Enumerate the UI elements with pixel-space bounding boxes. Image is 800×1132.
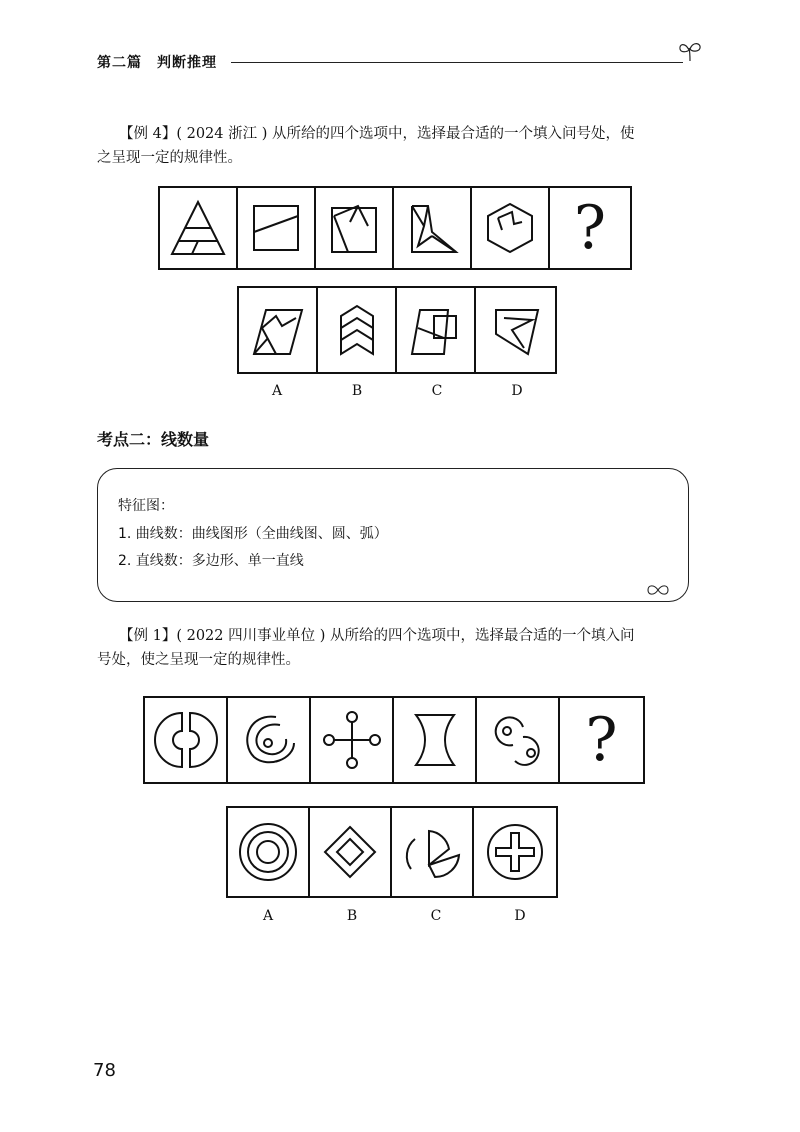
page-header xyxy=(97,44,697,74)
example1-option-c[interactable] xyxy=(392,808,474,896)
header-rule xyxy=(231,62,683,63)
example1-option-b[interactable] xyxy=(310,808,392,896)
example1-question-strip xyxy=(143,696,645,784)
example1-figure-4 xyxy=(394,698,477,782)
example1-options-strip xyxy=(226,806,558,898)
example4-figure-1 xyxy=(160,188,238,268)
option-label-a: A xyxy=(262,908,274,924)
feature-item-2: 2. 直线数：多边形、单一直线 xyxy=(118,553,304,569)
example1-option-labels xyxy=(226,908,562,924)
option-b-figure xyxy=(325,298,389,362)
example4-option-a[interactable] xyxy=(239,288,318,372)
example1-option-a[interactable] xyxy=(228,808,310,896)
option-a-figure xyxy=(246,298,310,362)
option-label-d: D xyxy=(511,383,523,399)
header-title: 第二篇 判断推理 xyxy=(97,55,217,71)
example4-option-d[interactable] xyxy=(476,288,555,372)
example4-question-cell xyxy=(550,188,630,268)
example4-option-b[interactable] xyxy=(318,288,397,372)
example1-option-d[interactable] xyxy=(474,808,556,896)
example1-figure-2 xyxy=(228,698,311,782)
example4-figure-2 xyxy=(238,188,316,268)
option-label-c: C xyxy=(430,908,442,924)
split-circle-figure xyxy=(153,707,219,773)
option-label-d: D xyxy=(514,908,526,924)
feature-box xyxy=(97,468,689,602)
option-label-b: B xyxy=(346,908,358,924)
feature-item-1: 1. 曲线数：曲线图形（全曲线图、圆、弧） xyxy=(118,526,388,542)
page-number: 78 xyxy=(93,1060,116,1081)
boot-shape-figure xyxy=(400,196,464,260)
leaf-icon xyxy=(646,583,670,597)
section-title: 考点二：线数量 xyxy=(97,430,210,449)
example4-figure-3 xyxy=(316,188,394,268)
concave-shape-figure xyxy=(402,707,468,773)
example4-figure-4 xyxy=(394,188,472,268)
feature-box-title: 特征图： xyxy=(118,498,174,514)
example4-question xyxy=(97,122,697,170)
question-mark: ? xyxy=(573,193,607,263)
concentric-circles-figure xyxy=(235,819,301,885)
spiral-curves-figure xyxy=(236,707,302,773)
example4-option-labels xyxy=(237,383,557,399)
arcs-figure xyxy=(485,707,551,773)
triangle-figure xyxy=(166,196,230,260)
example1-figure-5 xyxy=(477,698,560,782)
option-d-figure xyxy=(484,298,548,362)
square-folded-figure xyxy=(322,196,386,260)
option-c-figure xyxy=(404,298,468,362)
question-mark: ? xyxy=(585,705,618,775)
square-diagonal-figure xyxy=(244,196,308,260)
circle-cross-figure xyxy=(482,819,548,885)
cross-circles-figure xyxy=(319,707,385,773)
hexagon-figure xyxy=(478,196,542,260)
example1-question-cell xyxy=(560,698,643,782)
option-label-c: C xyxy=(431,383,443,399)
example1-line1: 【例 1】( 2022 四川事业单位 ) 从所给的四个选项中，选择最合适的一个填入问 xyxy=(119,628,635,644)
example1-figure-3 xyxy=(311,698,394,782)
option-label-b: B xyxy=(351,383,363,399)
example4-option-c[interactable] xyxy=(397,288,476,372)
example4-options-strip xyxy=(237,286,557,374)
example4-line1: 【例 4】( 2024 浙江 ) 从所给的四个选项中，选择最合适的一个填入问号处，使 xyxy=(119,126,635,142)
example1-question xyxy=(97,624,697,672)
sprout-icon xyxy=(677,40,703,62)
nested-diamonds-figure xyxy=(317,819,383,885)
example4-line2: 之呈现一定的规律性。 xyxy=(97,150,242,166)
arc-sectors-figure xyxy=(399,819,465,885)
option-label-a: A xyxy=(271,383,283,399)
example4-question-strip xyxy=(158,186,632,270)
example1-line2: 号处，使之呈现一定的规律性。 xyxy=(97,652,300,668)
example1-figure-1 xyxy=(145,698,228,782)
example4-figure-5 xyxy=(472,188,550,268)
